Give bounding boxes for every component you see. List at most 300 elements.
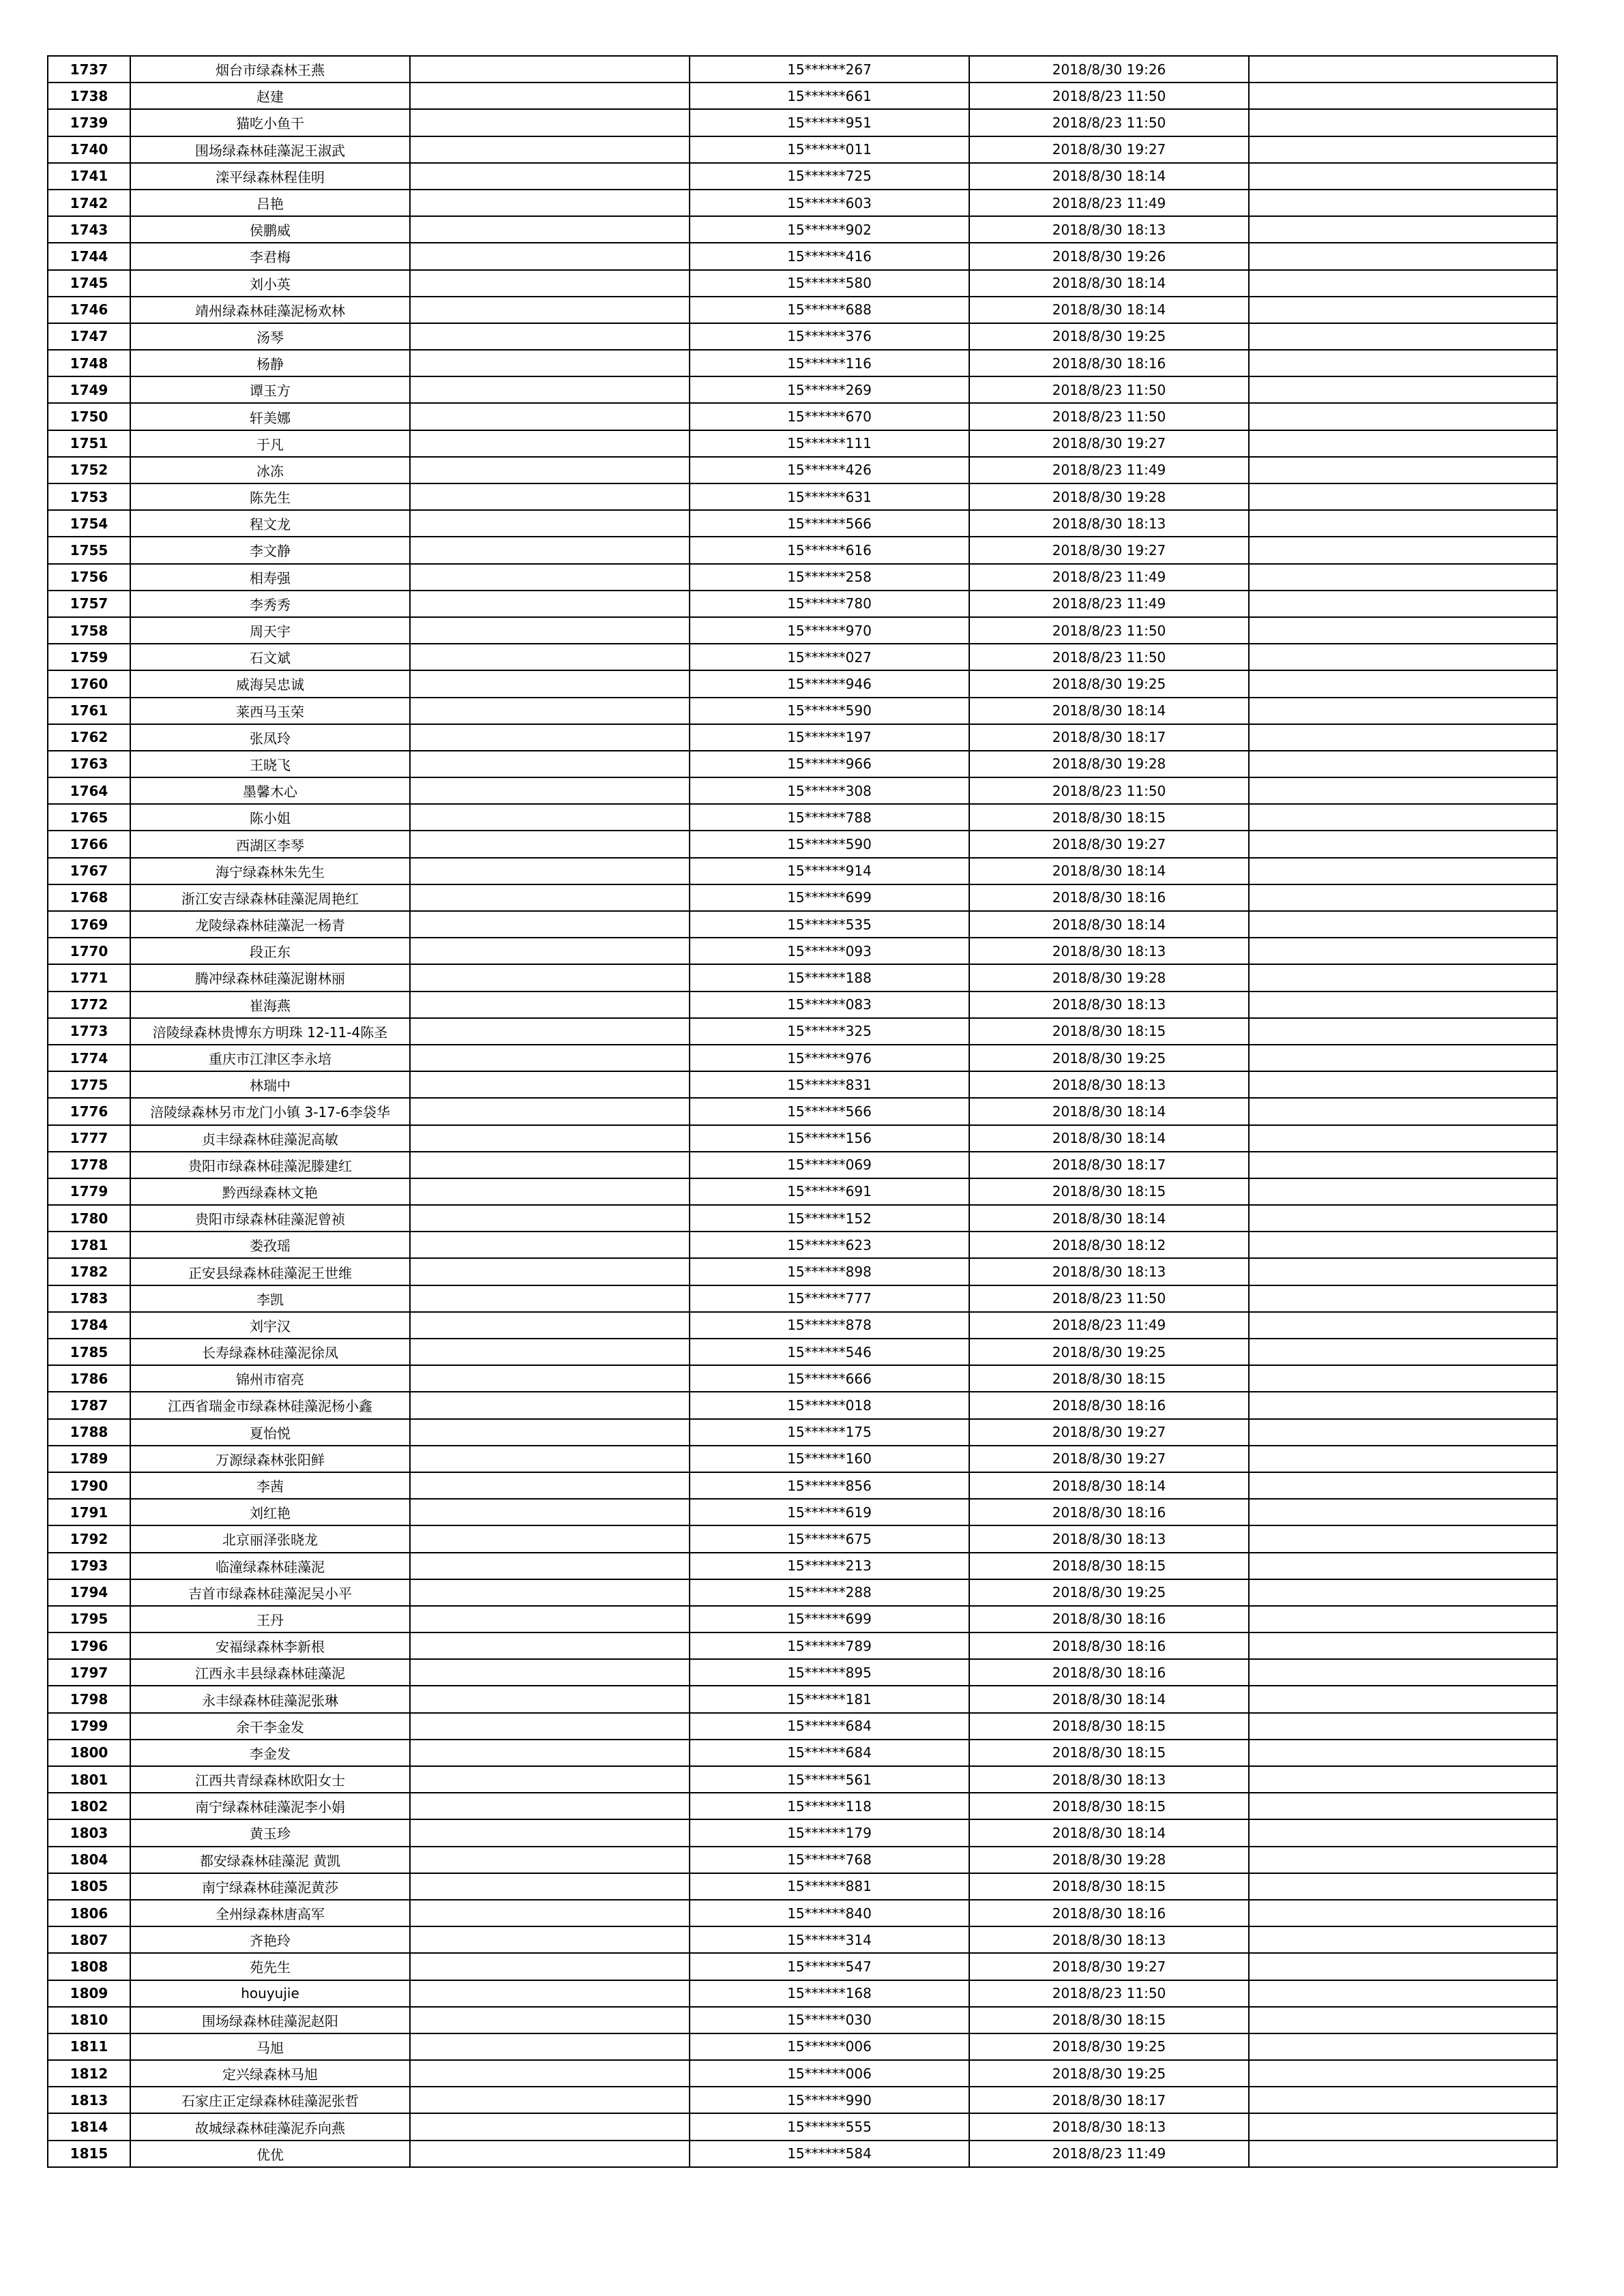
phone-number: 15******011 [690, 136, 969, 163]
row-number: 1811 [48, 2033, 130, 2060]
blank-cell [410, 2141, 690, 2167]
phone-number: 15******376 [690, 323, 969, 350]
blank-cell [410, 1525, 690, 1552]
blank-cell [410, 350, 690, 376]
extra-cell [1249, 2113, 1557, 2140]
table-row [48, 163, 1557, 190]
phone-number: 15******619 [690, 1499, 969, 1525]
row-number: 1781 [48, 1232, 130, 1258]
phone-number: 15******580 [690, 270, 969, 297]
timestamp: 2018/8/30 18:15 [969, 1553, 1249, 1579]
timestamp: 2018/8/30 18:13 [969, 1258, 1249, 1285]
extra-cell [1249, 483, 1557, 510]
customer-name: 猫吃小鱼干 [130, 109, 410, 136]
table-row [48, 403, 1557, 430]
data-table [47, 55, 1558, 2168]
customer-name: 故城绿森林硅藻泥乔向燕 [130, 2113, 410, 2140]
customer-name: 龙陵绿森林硅藻泥一杨青 [130, 911, 410, 938]
timestamp: 2018/8/30 19:25 [969, 1579, 1249, 1606]
extra-cell [1249, 1713, 1557, 1740]
row-number: 1748 [48, 350, 130, 376]
phone-number: 15******684 [690, 1713, 969, 1740]
timestamp: 2018/8/30 19:27 [969, 831, 1249, 857]
extra-cell [1249, 1258, 1557, 1285]
timestamp: 2018/8/30 18:15 [969, 1793, 1249, 1819]
row-number: 1760 [48, 670, 130, 697]
phone-number: 15******914 [690, 858, 969, 884]
customer-name: 优优 [130, 2141, 410, 2167]
table-row [48, 1766, 1557, 1793]
blank-cell [410, 1740, 690, 1766]
table-row [48, 1045, 1557, 1071]
blank-cell [410, 190, 690, 216]
blank-cell [410, 136, 690, 163]
row-number: 1775 [48, 1071, 130, 1098]
phone-number: 15******788 [690, 804, 969, 831]
phone-number: 15******168 [690, 1980, 969, 2007]
customer-name: 黔西绿森林文艳 [130, 1178, 410, 1205]
blank-cell [410, 2113, 690, 2140]
row-number: 1806 [48, 1900, 130, 1926]
timestamp: 2018/8/30 18:16 [969, 1632, 1249, 1659]
customer-name: 南宁绿森林硅藻泥黄莎 [130, 1873, 410, 1900]
table-row [48, 1312, 1557, 1339]
phone-number: 15******699 [690, 1606, 969, 1632]
timestamp: 2018/8/23 11:49 [969, 2141, 1249, 2167]
customer-name: 西湖区李琴 [130, 831, 410, 857]
table-row [48, 1125, 1557, 1152]
customer-name: 李茜 [130, 1472, 410, 1499]
extra-cell [1249, 216, 1557, 243]
row-number: 1738 [48, 83, 130, 109]
phone-number: 15******631 [690, 483, 969, 510]
table-row [48, 911, 1557, 938]
phone-number: 15******160 [690, 1446, 969, 1472]
timestamp: 2018/8/23 11:50 [969, 1285, 1249, 1312]
phone-number: 15******566 [690, 510, 969, 537]
customer-name: 重庆市江津区李永培 [130, 1045, 410, 1071]
phone-number: 15******768 [690, 1847, 969, 1873]
timestamp: 2018/8/30 18:14 [969, 270, 1249, 297]
phone-number: 15******069 [690, 1152, 969, 1178]
customer-name: 赵建 [130, 83, 410, 109]
table-row [48, 1953, 1557, 1980]
extra-cell [1249, 1659, 1557, 1686]
timestamp: 2018/8/30 19:28 [969, 964, 1249, 991]
extra-cell [1249, 1392, 1557, 1418]
row-number: 1779 [48, 1178, 130, 1205]
extra-cell [1249, 591, 1557, 617]
row-number: 1785 [48, 1339, 130, 1365]
blank-cell [410, 1205, 690, 1232]
customer-name: 定兴绿森林马旭 [130, 2060, 410, 2087]
timestamp: 2018/8/30 19:26 [969, 243, 1249, 269]
customer-name: 临潼绿森林硅藻泥 [130, 1553, 410, 1579]
phone-number: 15******325 [690, 1018, 969, 1045]
blank-cell [410, 1793, 690, 1819]
blank-cell [410, 537, 690, 563]
phone-number: 15******970 [690, 617, 969, 644]
row-number: 1809 [48, 1980, 130, 2007]
timestamp: 2018/8/30 19:27 [969, 537, 1249, 563]
extra-cell [1249, 2060, 1557, 2087]
timestamp: 2018/8/30 18:14 [969, 1125, 1249, 1152]
timestamp: 2018/8/30 19:25 [969, 323, 1249, 350]
customer-name: 涪陵绿森林另市龙门小镇 3-17-6李袋华 [130, 1098, 410, 1124]
row-number: 1739 [48, 109, 130, 136]
phone-number: 15******188 [690, 964, 969, 991]
table-row [48, 1499, 1557, 1525]
phone-number: 15******675 [690, 1525, 969, 1552]
blank-cell [410, 1071, 690, 1098]
row-number: 1737 [48, 56, 130, 83]
blank-cell [410, 858, 690, 884]
blank-cell [410, 457, 690, 483]
customer-name: 林瑞中 [130, 1071, 410, 1098]
table-row [48, 1900, 1557, 1926]
customer-name: 娄孜瑶 [130, 1232, 410, 1258]
extra-cell [1249, 1205, 1557, 1232]
table-row [48, 831, 1557, 857]
row-number: 1740 [48, 136, 130, 163]
phone-number: 15******555 [690, 2113, 969, 2140]
row-number: 1764 [48, 777, 130, 804]
phone-number: 15******831 [690, 1071, 969, 1098]
phone-number: 15******118 [690, 1793, 969, 1819]
customer-name: 浙江安吉绿森林硅藻泥周艳红 [130, 884, 410, 911]
blank-cell [410, 1258, 690, 1285]
blank-cell [410, 670, 690, 697]
phone-number: 15******616 [690, 537, 969, 563]
customer-name: 滦平绿森林程佳明 [130, 163, 410, 190]
phone-number: 15******976 [690, 1045, 969, 1071]
extra-cell [1249, 831, 1557, 857]
row-number: 1804 [48, 1847, 130, 1873]
blank-cell [410, 884, 690, 911]
blank-cell [410, 1553, 690, 1579]
timestamp: 2018/8/30 18:13 [969, 2113, 1249, 2140]
table-row [48, 1232, 1557, 1258]
extra-cell [1249, 911, 1557, 938]
row-number: 1782 [48, 1258, 130, 1285]
row-number: 1787 [48, 1392, 130, 1418]
customer-name: 崔海燕 [130, 992, 410, 1018]
table-row [48, 2113, 1557, 2140]
table-row [48, 243, 1557, 269]
phone-number: 15******267 [690, 56, 969, 83]
blank-cell [410, 1579, 690, 1606]
blank-cell [410, 698, 690, 724]
phone-number: 15******946 [690, 670, 969, 697]
customer-name: 谭玉方 [130, 376, 410, 403]
row-number: 1813 [48, 2087, 130, 2113]
phone-number: 15******566 [690, 1098, 969, 1124]
extra-cell [1249, 1953, 1557, 1980]
blank-cell [410, 1873, 690, 1900]
timestamp: 2018/8/30 18:15 [969, 1713, 1249, 1740]
phone-number: 15******777 [690, 1285, 969, 1312]
extra-cell [1249, 1339, 1557, 1365]
extra-cell [1249, 457, 1557, 483]
customer-name: 永丰绿森林硅藻泥张琳 [130, 1686, 410, 1712]
phone-number: 15******856 [690, 1472, 969, 1499]
row-number: 1778 [48, 1152, 130, 1178]
extra-cell [1249, 1018, 1557, 1045]
timestamp: 2018/8/23 11:49 [969, 564, 1249, 591]
timestamp: 2018/8/30 18:14 [969, 1686, 1249, 1712]
table-row [48, 804, 1557, 831]
timestamp: 2018/8/30 18:13 [969, 992, 1249, 1018]
row-number: 1744 [48, 243, 130, 269]
blank-cell [410, 1098, 690, 1124]
row-number: 1812 [48, 2060, 130, 2087]
customer-name: 安福绿森林李新根 [130, 1632, 410, 1659]
timestamp: 2018/8/30 18:14 [969, 1819, 1249, 1846]
blank-cell [410, 1472, 690, 1499]
customer-name: 贵阳市绿森林硅藻泥曾祯 [130, 1205, 410, 1232]
timestamp: 2018/8/30 19:25 [969, 1339, 1249, 1365]
phone-number: 15******603 [690, 190, 969, 216]
timestamp: 2018/8/30 19:28 [969, 1847, 1249, 1873]
row-number: 1794 [48, 1579, 130, 1606]
row-number: 1755 [48, 537, 130, 563]
extra-cell [1249, 777, 1557, 804]
extra-cell [1249, 1446, 1557, 1472]
table-row [48, 1686, 1557, 1712]
blank-cell [410, 2007, 690, 2033]
timestamp: 2018/8/30 18:15 [969, 2007, 1249, 2033]
table-row [48, 1793, 1557, 1819]
customer-name: 李文静 [130, 537, 410, 563]
timestamp: 2018/8/30 19:25 [969, 2033, 1249, 2060]
row-number: 1810 [48, 2007, 130, 2033]
extra-cell [1249, 1419, 1557, 1446]
customer-name: 北京丽泽张晓龙 [130, 1525, 410, 1552]
timestamp: 2018/8/30 18:14 [969, 297, 1249, 323]
timestamp: 2018/8/30 18:14 [969, 911, 1249, 938]
row-number: 1814 [48, 2113, 130, 2140]
customer-name: 李凯 [130, 1285, 410, 1312]
customer-name: 轩美娜 [130, 403, 410, 430]
blank-cell [410, 216, 690, 243]
row-number: 1790 [48, 1472, 130, 1499]
extra-cell [1249, 1900, 1557, 1926]
table-row [48, 83, 1557, 109]
customer-name: 海宁绿森林朱先生 [130, 858, 410, 884]
blank-cell [410, 1365, 690, 1392]
timestamp: 2018/8/30 18:13 [969, 1525, 1249, 1552]
customer-name: 刘红艳 [130, 1499, 410, 1525]
customer-name: 长寿绿森林硅藻泥徐凤 [130, 1339, 410, 1365]
table-row [48, 376, 1557, 403]
customer-name: 全州绿森林唐高军 [130, 1900, 410, 1926]
timestamp: 2018/8/23 11:50 [969, 644, 1249, 670]
row-number: 1757 [48, 591, 130, 617]
table-row [48, 777, 1557, 804]
table-row [48, 537, 1557, 563]
customer-name: 吉首市绿森林硅藻泥吴小平 [130, 1579, 410, 1606]
blank-cell [410, 483, 690, 510]
phone-number: 15******902 [690, 216, 969, 243]
table-row [48, 1819, 1557, 1846]
table-row [48, 1553, 1557, 1579]
phone-number: 15******093 [690, 938, 969, 964]
phone-number: 15******590 [690, 698, 969, 724]
table-row [48, 1847, 1557, 1873]
customer-name: 李秀秀 [130, 591, 410, 617]
blank-cell [410, 2087, 690, 2113]
phone-number: 15******006 [690, 2060, 969, 2087]
row-number: 1802 [48, 1793, 130, 1819]
row-number: 1771 [48, 964, 130, 991]
blank-cell [410, 1819, 690, 1846]
timestamp: 2018/8/30 18:15 [969, 1178, 1249, 1205]
timestamp: 2018/8/30 18:15 [969, 1740, 1249, 1766]
phone-number: 15******308 [690, 777, 969, 804]
customer-name: 王晓飞 [130, 751, 410, 777]
customer-name: 石家庄正定绿森林硅藻泥张哲 [130, 2087, 410, 2113]
row-number: 1749 [48, 376, 130, 403]
table-row [48, 1926, 1557, 1953]
blank-cell [410, 1152, 690, 1178]
extra-cell [1249, 376, 1557, 403]
table-row [48, 1339, 1557, 1365]
table-row [48, 323, 1557, 350]
row-number: 1763 [48, 751, 130, 777]
table-row [48, 1419, 1557, 1446]
extra-cell [1249, 1365, 1557, 1392]
table-row [48, 1285, 1557, 1312]
row-number: 1777 [48, 1125, 130, 1152]
extra-cell [1249, 1579, 1557, 1606]
blank-cell [410, 1659, 690, 1686]
blank-cell [410, 831, 690, 857]
extra-cell [1249, 1152, 1557, 1178]
blank-cell [410, 323, 690, 350]
row-number: 1770 [48, 938, 130, 964]
phone-number: 15******213 [690, 1553, 969, 1579]
extra-cell [1249, 2007, 1557, 2033]
extra-cell [1249, 2087, 1557, 2113]
extra-cell [1249, 1472, 1557, 1499]
row-number: 1746 [48, 297, 130, 323]
timestamp: 2018/8/30 18:16 [969, 1659, 1249, 1686]
table-row [48, 350, 1557, 376]
blank-cell [410, 83, 690, 109]
timestamp: 2018/8/23 11:50 [969, 777, 1249, 804]
table-row [48, 2033, 1557, 2060]
table-row [48, 2007, 1557, 2033]
table-row [48, 1873, 1557, 1900]
timestamp: 2018/8/30 18:15 [969, 804, 1249, 831]
phone-number: 15******670 [690, 403, 969, 430]
table-row [48, 1659, 1557, 1686]
timestamp: 2018/8/30 18:14 [969, 698, 1249, 724]
table-row [48, 109, 1557, 136]
phone-number: 15******661 [690, 83, 969, 109]
timestamp: 2018/8/23 11:50 [969, 1980, 1249, 2007]
table-row [48, 2141, 1557, 2167]
customer-name: 李金发 [130, 1740, 410, 1766]
table-row [48, 644, 1557, 670]
extra-cell [1249, 323, 1557, 350]
timestamp: 2018/8/30 19:27 [969, 1446, 1249, 1472]
row-number: 1800 [48, 1740, 130, 1766]
timestamp: 2018/8/30 18:15 [969, 1018, 1249, 1045]
timestamp: 2018/8/30 19:27 [969, 1953, 1249, 1980]
extra-cell [1249, 1819, 1557, 1846]
row-number: 1752 [48, 457, 130, 483]
timestamp: 2018/8/30 18:14 [969, 858, 1249, 884]
table-row [48, 1740, 1557, 1766]
blank-cell [410, 1606, 690, 1632]
customer-name: 吕艳 [130, 190, 410, 216]
phone-number: 15******881 [690, 1873, 969, 1900]
customer-name: 齐艳玲 [130, 1926, 410, 1953]
row-number: 1801 [48, 1766, 130, 1793]
timestamp: 2018/8/30 18:16 [969, 1499, 1249, 1525]
row-number: 1766 [48, 831, 130, 857]
row-number: 1773 [48, 1018, 130, 1045]
extra-cell [1249, 938, 1557, 964]
blank-cell [410, 1632, 690, 1659]
extra-cell [1249, 1553, 1557, 1579]
blank-cell [410, 1446, 690, 1472]
row-number: 1788 [48, 1419, 130, 1446]
blank-cell [410, 297, 690, 323]
table-row [48, 1606, 1557, 1632]
extra-cell [1249, 1793, 1557, 1819]
table-body [48, 56, 1557, 2167]
blank-cell [410, 1847, 690, 1873]
blank-cell [410, 376, 690, 403]
phone-number: 15******966 [690, 751, 969, 777]
row-number: 1765 [48, 804, 130, 831]
phone-number: 15******584 [690, 2141, 969, 2167]
blank-cell [410, 1178, 690, 1205]
row-number: 1774 [48, 1045, 130, 1071]
extra-cell [1249, 1606, 1557, 1632]
blank-cell [410, 163, 690, 190]
phone-number: 15******699 [690, 884, 969, 911]
extra-cell [1249, 1525, 1557, 1552]
table-row [48, 270, 1557, 297]
blank-cell [410, 1312, 690, 1339]
customer-name: 万源绿森林张阳鲜 [130, 1446, 410, 1472]
phone-number: 15******288 [690, 1579, 969, 1606]
extra-cell [1249, 1766, 1557, 1793]
table-row [48, 2087, 1557, 2113]
row-number: 1761 [48, 698, 130, 724]
extra-cell [1249, 109, 1557, 136]
timestamp: 2018/8/23 11:50 [969, 83, 1249, 109]
timestamp: 2018/8/30 18:15 [969, 1365, 1249, 1392]
row-number: 1751 [48, 430, 130, 457]
table-row [48, 1472, 1557, 1499]
blank-cell [410, 2033, 690, 2060]
blank-cell [410, 510, 690, 537]
extra-cell [1249, 1285, 1557, 1312]
table-row [48, 938, 1557, 964]
extra-cell [1249, 1847, 1557, 1873]
customer-name: 周天宇 [130, 617, 410, 644]
row-number: 1753 [48, 483, 130, 510]
customer-name: 墨馨木心 [130, 777, 410, 804]
table-row [48, 1525, 1557, 1552]
customer-name: 侯鹏威 [130, 216, 410, 243]
row-number: 1815 [48, 2141, 130, 2167]
blank-cell [410, 1419, 690, 1446]
